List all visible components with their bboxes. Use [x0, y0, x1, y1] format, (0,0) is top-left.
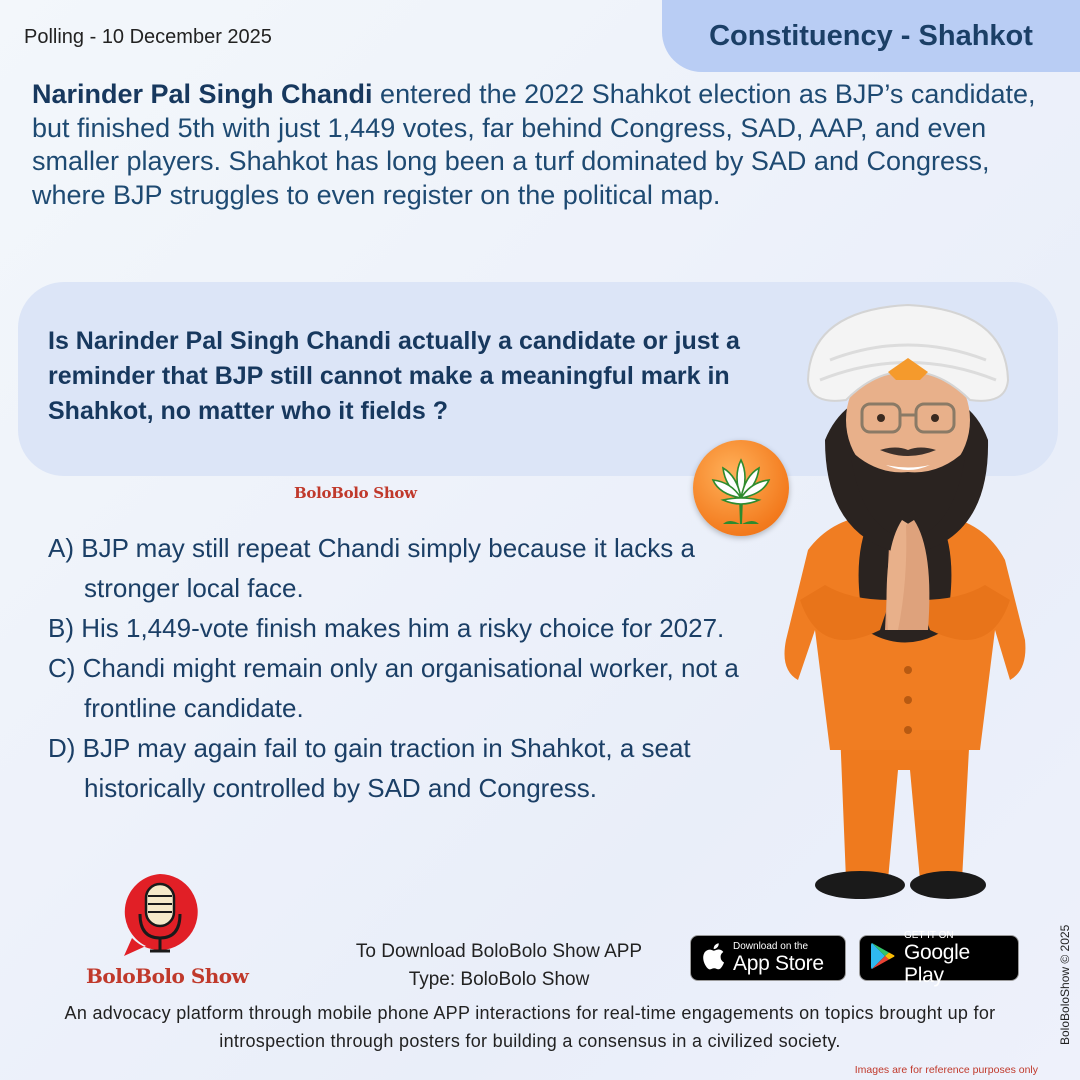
copyright-text: BoloBoloShow © 2025 [1058, 924, 1072, 1045]
app-store-badge[interactable] [690, 935, 846, 981]
poll-options [48, 528, 788, 808]
polling-date: Polling - 10 December 2025 [24, 26, 272, 48]
google-play-small-text: GET IT ON [904, 929, 954, 941]
app-store-big-text: App Store [733, 952, 824, 975]
constituency-tab [662, 0, 1080, 72]
microphone-icon [118, 870, 203, 965]
google-play-icon [870, 942, 896, 974]
tagline: An advocacy platform through mobile phone APP interactions for real-time engagements on topics brought up for introspection through posters for building a consensus in a civilized society. [64, 1003, 996, 1051]
download-instructions [318, 938, 680, 994]
candidate-caricature [770, 300, 1040, 905]
option-c[interactable]: C) Chandi might remain only an organisational worker, not a frontline candidate. [48, 653, 739, 723]
option-b[interactable]: B) His 1,449-vote finish makes him a risky choice for 2027. [48, 613, 725, 643]
disclaimer-text: Images are for reference purposes only [854, 1064, 1038, 1076]
watermark-text: BoloBolo Show [294, 484, 417, 502]
download-line-2: Type: BoloBolo Show [408, 969, 590, 990]
app-store-small-text: Download on the [733, 941, 809, 952]
option-a[interactable]: A) BJP may still repeat Chandi simply because it lacks a stronger local face. [48, 533, 695, 603]
option-d[interactable]: D) BJP may again fail to gain traction in Shahkot, a seat historically controlled by SAD and Congress. [48, 733, 691, 803]
poll-question: Is Narinder Pal Singh Chandi actually a candidate or just a reminder that BJP still cannot make a meaningful mark in Shahkot, no matter who it fields ? [48, 327, 740, 425]
candidate-name: Narinder Pal Singh Chandi [32, 79, 373, 109]
brand-logo-text: BoloBolo Show [86, 964, 249, 988]
intro-paragraph [32, 78, 1042, 212]
constituency-label: Constituency - Shahkot [709, 19, 1033, 52]
apple-icon [701, 942, 725, 974]
google-play-badge[interactable] [859, 929, 1019, 987]
intro-text: entered the 2022 Shahkot election as BJP’s candidate, but finished 5th with just 1,449 votes, far behind Congress, SAD, AAP, and even smaller players. Shahkot has long been a turf dominated by SAD and Congress, where BJP struggles to even register on the political map. [32, 79, 1036, 210]
download-line-1: To Download BoloBolo Show APP [355, 941, 643, 962]
google-play-big-text: Google Play [904, 940, 970, 987]
